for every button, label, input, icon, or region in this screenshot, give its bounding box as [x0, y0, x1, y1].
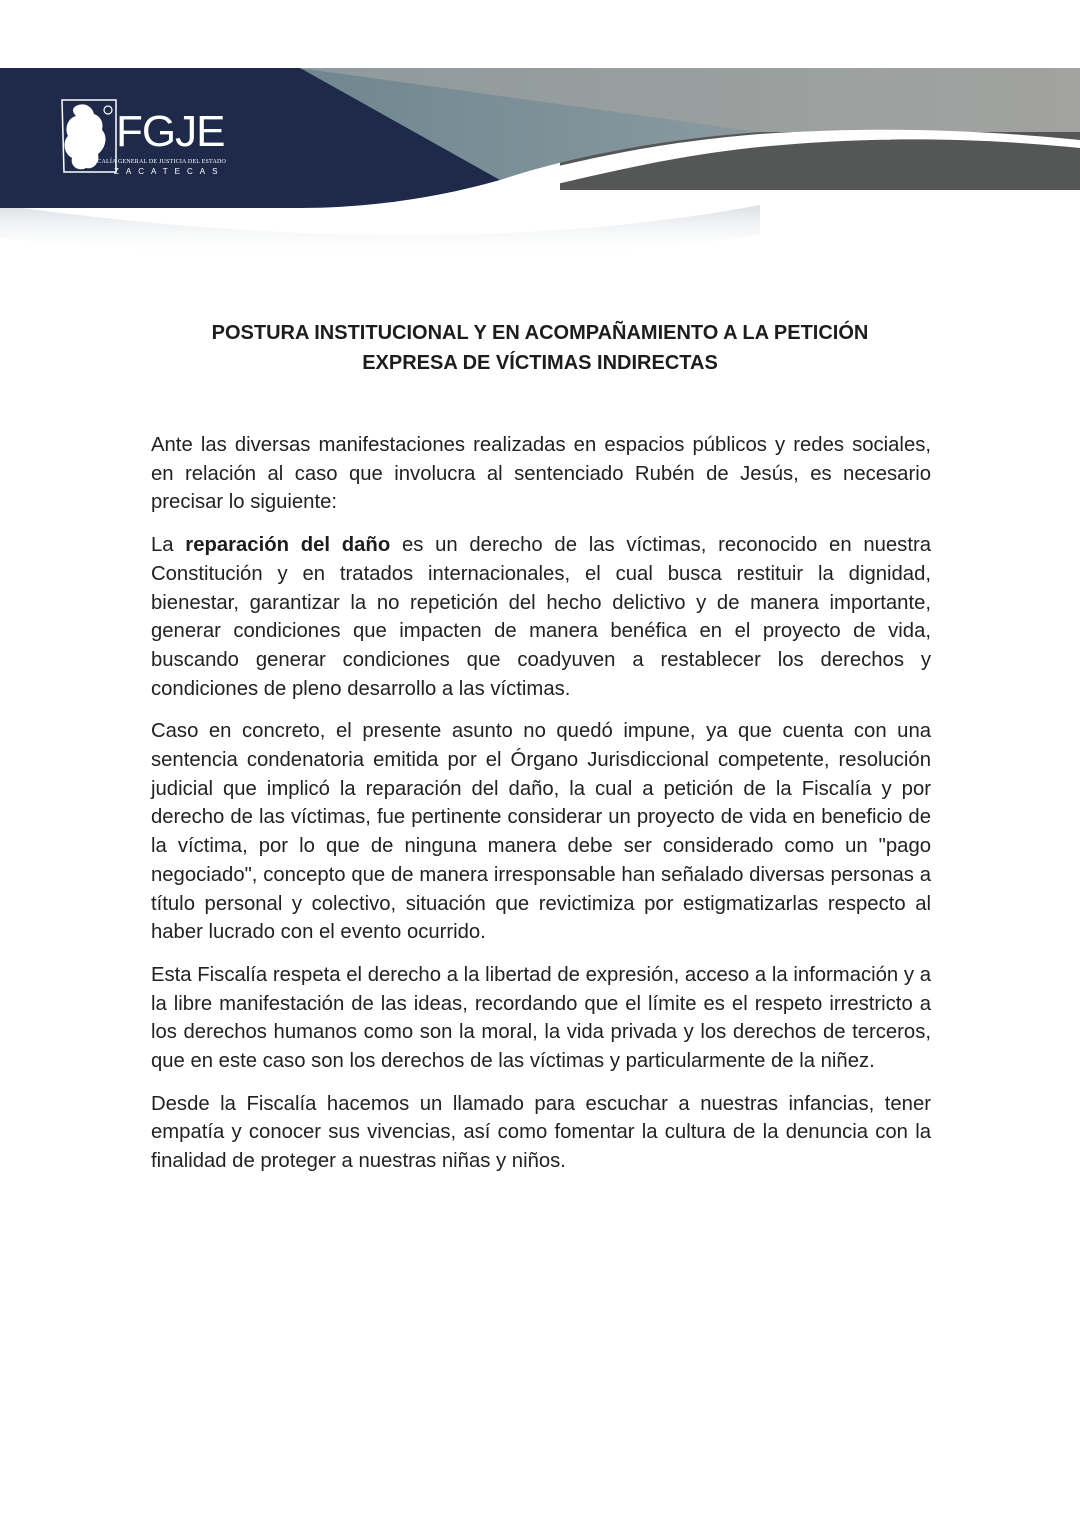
- paragraph-2-rest: es un derecho de las víctimas, reconocido en nuestra Constitución y en tratados internacionales, el cual busca restituir la dignidad, bienestar, garantizar la no repetición del hecho delictivo y de manera importante, generar condiciones que impacten de manera benéfica en el proyecto de vida, buscando generar condiciones que coadyuven a restablecer los derechos y condiciones de pleno desarrollo a las víctimas.: [151, 534, 931, 700]
- paragraph-2-bold: reparación del daño: [185, 534, 391, 557]
- paragraph-4: Esta Fiscalía respeta el derecho a la libertad de expresión, acceso a la información y a la libre manifestación de las ideas, recordando que el límite es el respeto irrestricto a los derechos humanos como son la moral, la vida privada y los derechos de terceros, que en este caso son los derechos de las víctimas y particularmente de la niñez.: [151, 963, 931, 1073]
- paragraph-3: Caso en concreto, el presente asunto no quedó impune, ya que cuenta con una sentencia condenatoria emitida por el Órgano Jurisdiccional competente, resolución judicial que implicó la reparación del daño, la cual a petición de la Fiscalía y por derecho de las víctimas, fue pertinente considerar un proyecto de vida en beneficio de la víctima, por lo que de ninguna manera debe ser considerado como un "pago negociado", concepto que de manera irresponsable han señalado diversas personas a título personal y colectivo, situación que revictimiza por estigmatizarlas respecto al haber lucrado con el evento ocurrido.: [151, 720, 931, 944]
- title-line-1: POSTURA INSTITUCIONAL Y EN ACOMPAÑAMIENTO A LA PETICIÓN: [211, 322, 869, 344]
- logo-subtitle: FISCALÍA GENERAL DE JUSTICIA DEL ESTADO: [88, 159, 227, 165]
- paragraph-5: Desde la Fiscalía hacemos un llamado para escuchar a nuestras infancias, tener empatía y conocer sus vivencias, así como fomentar la cultura de la denuncia con la finalidad de proteger a nuestras niñas y niños.: [151, 1092, 931, 1173]
- document-title: [150, 318, 930, 378]
- paragraph-2-lead: La: [151, 534, 186, 557]
- paragraph-2: [151, 531, 931, 703]
- title-line-2: EXPRESA DE VÍCTIMAS INDIRECTAS: [362, 352, 718, 374]
- paragraph-1: Ante las diversas manifestaciones realizadas en espacios públicos y redes sociales, en relación al caso que involucra al sentenciado Rubén de Jesús, es necesario precisar lo siguiente:: [151, 434, 931, 514]
- fgje-logo: [56, 92, 236, 182]
- justice-emblem-icon: [56, 92, 120, 182]
- document-body: [151, 431, 931, 1190]
- logo-state: ZACATECAS: [114, 167, 225, 176]
- logo-acronym: FGJE: [116, 107, 225, 156]
